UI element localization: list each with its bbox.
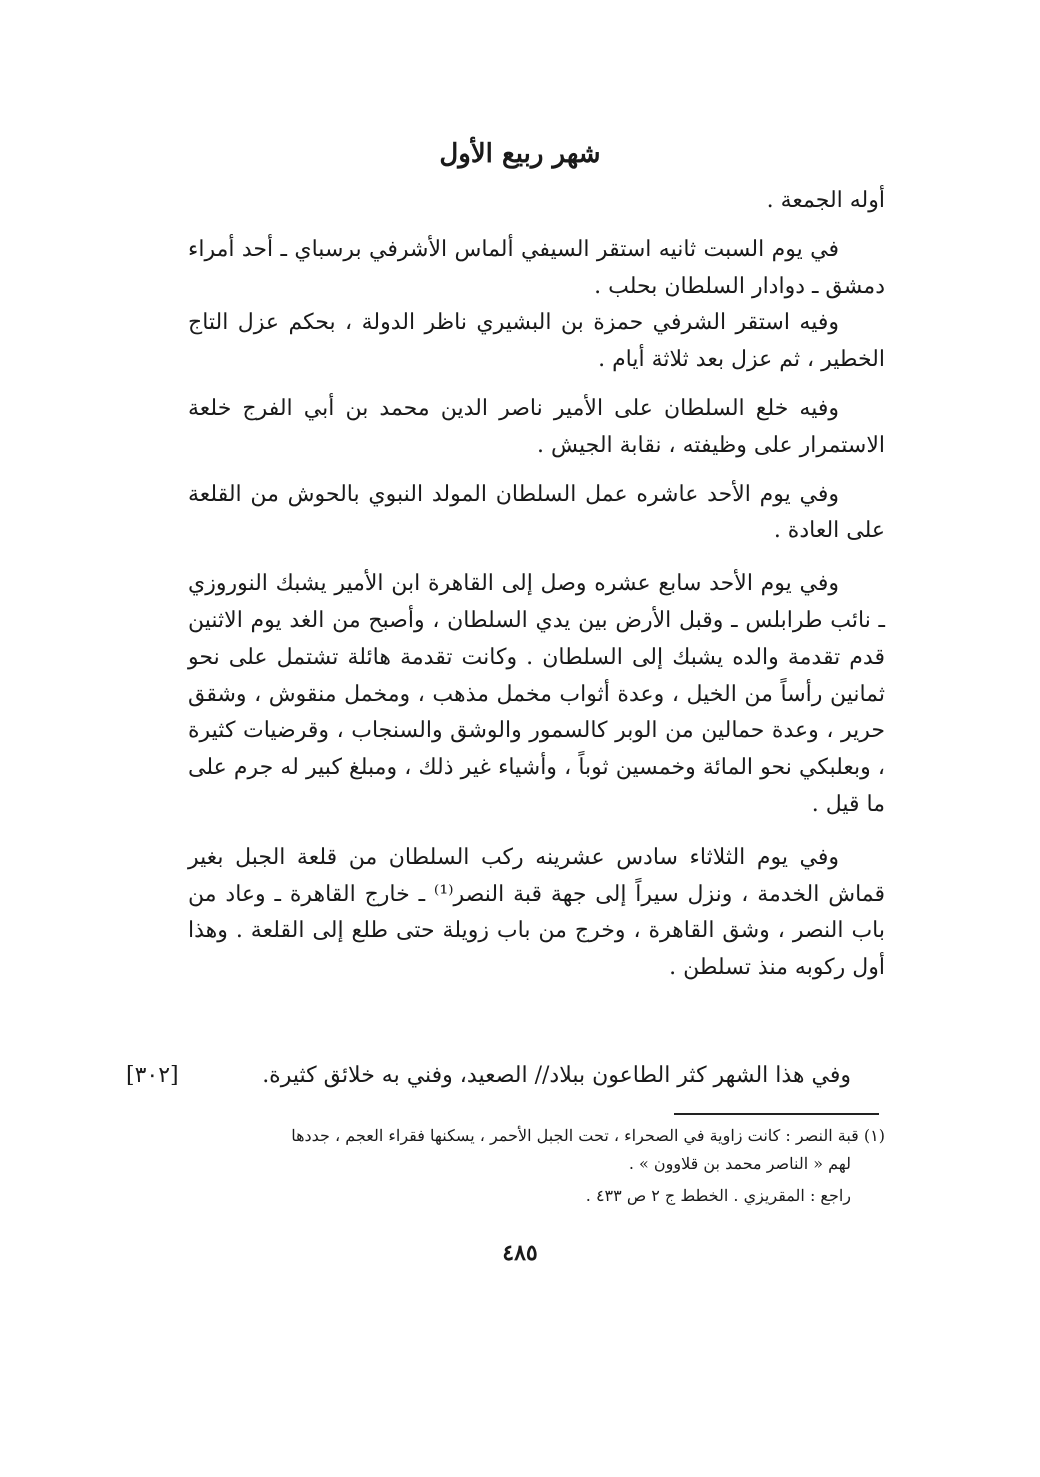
paragraph: وفي يوم الثلاثاء سادس عشرينه ركب السلطان من قلعة الجبل بغير قماش الخدمة ، ونزل سيراً إلى جهة قبة النصر⁽¹⁾ ـ خارج القاهرة ـ وعاد من باب النصر ، وشق القاهرة ، وخرج من باب زويلة حتى طلع إلى القلعة . وهذا أول ركوبه منذ تسلطن . [188,844,886,981]
margin-page-reference: [٣٠٢] [126,1063,179,1088]
footnote-1: (١) قبة النصر : كانت زاوية في الصحراء ، تحت الجبل الأحمر ، يسكنها فقراء العجم ، جددها [291,1126,885,1145]
paragraph: في يوم السبت ثانيه استقر السيفي ألماس الأشرفي برسباي ـ أحد أمراء دمشق ـ دوادار السلطان بحلب . [188,236,885,299]
paragraph: أوله الجمعة . [766,188,885,213]
page-number: ٤٨٥ [502,1240,538,1266]
footnote-reference: راجع : المقريزي . الخطط ج ٢ ص ٤٣٣ . [585,1186,851,1205]
body-text [188,183,885,987]
paragraph: وفيه خلع السلطان على الأمير ناصر الدين محمد بن أبي الفرج خلعة الاستمرار على وظيفته ، نقابة الجيش . [188,395,885,458]
footnote-1-continuation: لهم « الناصر محمد بن قلاوون » . [628,1154,851,1173]
chapter-title: شهر ربيع الأول [439,139,601,169]
footnote-divider [674,1113,879,1115]
paragraph: وفي يوم الأحد عاشره عمل السلطان المولد النبوي بالحوش من القلعة على العادة . [188,481,885,544]
footnotes [188,1122,885,1210]
closing-line [126,1058,851,1094]
paragraph: وفيه استقر الشرفي حمزة بن البشيري ناظر الدولة ، بحكم عزل التاج الخطير ، ثم عزل بعد ثلاثة أيام . [188,310,885,373]
paragraph: وفي يوم الأحد سابع عشره وصل إلى القاهرة ابن الأمير يشبك النوروزي ـ نائب طرابلس ـ وقبل الأرض بين يدي السلطان ، وأصبح من الغد يوم الاثنين قدم تقدمة والده يشبك إلى السلطان . وكانت تقدمة هائلة تشتمل على نحو ثمانين رأساً من الخيل ، وعدة أثواب مخمل مذهب ، ومخمل منقوش ، وشقق حرير ، وعدة حمالين من الوبر كالسمور والوشق والسنجاب ، وقرضيات كثيرة ، وبعلبكي نحو المائة وخمسين ثوباً ، وأشياء غير ذلك ، ومبلغ كبير له جرم على ما قيل . [188,571,885,817]
paragraph: وفي هذا الشهر كثر الطاعون ببلاد// الصعيد، وفني به خلائق كثيرة. [262,1063,851,1088]
